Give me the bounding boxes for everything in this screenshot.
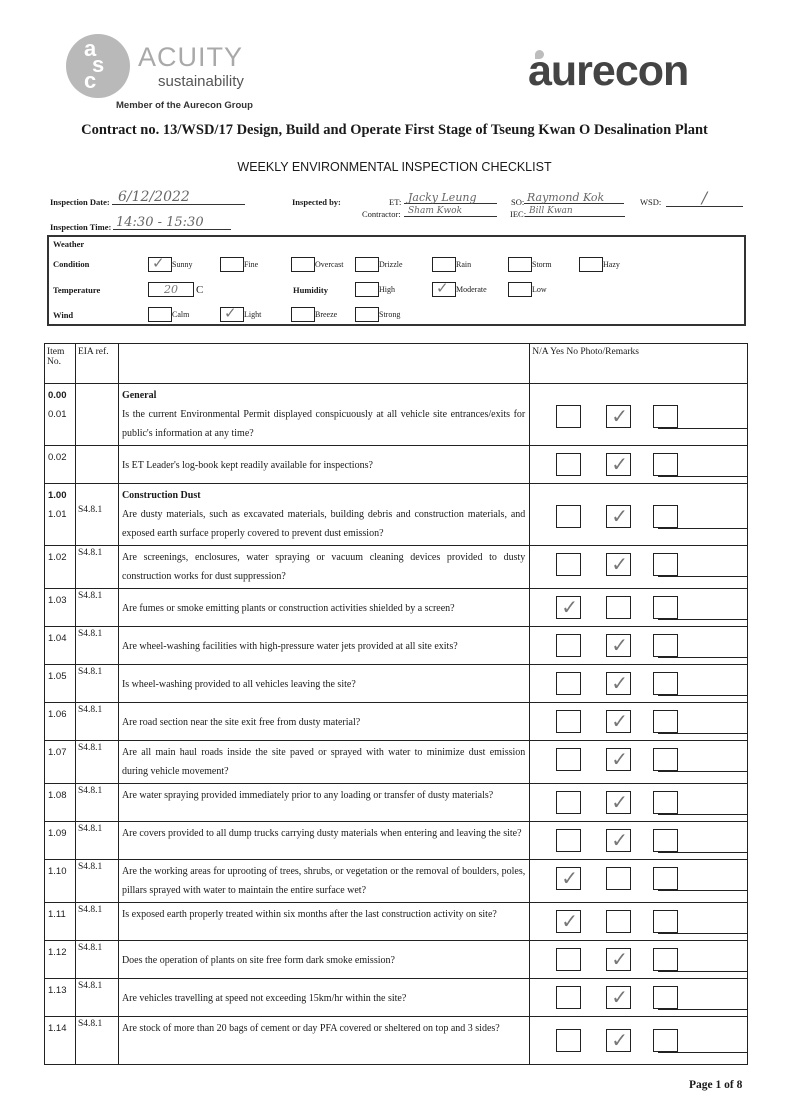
- question-cell: [118, 860, 529, 903]
- remarks-field[interactable]: [658, 695, 747, 696]
- logo-letter: c: [84, 68, 97, 93]
- checkbox-no[interactable]: [653, 634, 678, 657]
- question-text: Are screenings, enclosures, water spraying or vacuum cleaning devices provided to dusty construction works for dust suppression?: [121, 552, 526, 582]
- temperature-input[interactable]: 20: [148, 282, 194, 297]
- eia-ref-cell: S4.8.1: [75, 860, 118, 903]
- checkbox-no[interactable]: [653, 553, 678, 576]
- checkbox-yes[interactable]: [606, 829, 631, 852]
- check-icon: ✓: [611, 709, 629, 733]
- checkbox-na[interactable]: [556, 596, 581, 619]
- eia-ref-cell: S4.8.1: [75, 941, 118, 979]
- answer-cell: [530, 784, 748, 822]
- checkbox-yes[interactable]: [606, 596, 631, 619]
- contract-title: Contract no. 13/WSD/17 Design, Build and Operate First Stage of Tseung Kwan O Desalination Plant: [81, 122, 708, 138]
- table-row: [45, 822, 748, 860]
- temperature-field-group: [148, 282, 203, 297]
- checkbox-na[interactable]: [556, 829, 581, 852]
- condition-option-drizzle[interactable]: [355, 257, 403, 272]
- question-cell: [118, 589, 529, 627]
- condition-option-storm[interactable]: [508, 257, 552, 272]
- section-heading: Construction Dust: [121, 490, 201, 501]
- answer-cell: [530, 1017, 748, 1065]
- checkbox[interactable]: [579, 257, 603, 272]
- eia-ref-cell: S4.8.1: [75, 903, 118, 941]
- header-no: No: [566, 347, 578, 357]
- condition-option-rain[interactable]: [432, 257, 471, 272]
- checkbox-no[interactable]: [653, 986, 678, 1009]
- item-number-cell: [45, 941, 76, 979]
- checkbox-na[interactable]: [556, 948, 581, 971]
- question-text: Does the operation of plants on site free form dark smoke emission?: [121, 955, 395, 966]
- wind-option-strong[interactable]: [355, 307, 400, 322]
- checkbox[interactable]: [148, 254, 172, 272]
- remarks-field[interactable]: [658, 576, 747, 577]
- table-row: [45, 546, 748, 589]
- eia-ref-cell: S4.8.1: [75, 822, 118, 860]
- checkbox[interactable]: [220, 257, 244, 272]
- wind-label: Wind: [53, 310, 74, 320]
- header-eia-ref: EIA ref.: [75, 344, 118, 384]
- checkbox[interactable]: [148, 307, 172, 322]
- checkbox-yes[interactable]: [606, 553, 631, 576]
- item-number: 1.06: [48, 709, 67, 720]
- header-question: [118, 344, 529, 384]
- option-label: Strong: [379, 310, 401, 319]
- checkbox-na[interactable]: [556, 791, 581, 814]
- question-cell: [118, 822, 529, 860]
- question-text: Are all main haul roads inside the site paved or sprayed with water to minimize dust emission during vehicle movement?: [121, 747, 526, 777]
- eia-ref-cell: [75, 446, 118, 484]
- checkbox[interactable]: [508, 257, 532, 272]
- acuity-tagline: sustainability: [158, 73, 244, 90]
- humidity-option-high[interactable]: [355, 282, 395, 297]
- check-icon: ✓: [611, 404, 629, 428]
- humidity-option-low[interactable]: [508, 282, 547, 297]
- question-text: Are fumes or smoke emitting plants or construction activities shielded by a screen?: [121, 603, 455, 614]
- remarks-field[interactable]: [658, 933, 747, 934]
- temperature-label: Temperature: [53, 285, 101, 295]
- weather-section: [47, 235, 746, 326]
- remarks-field[interactable]: [658, 733, 747, 734]
- checkbox[interactable]: [220, 304, 244, 322]
- checkbox-yes[interactable]: [606, 1029, 631, 1052]
- item-number-cell: [45, 1017, 76, 1065]
- answer-cell: [530, 941, 748, 979]
- item-number: 1.01: [48, 509, 67, 520]
- checkbox-yes[interactable]: [606, 986, 631, 1009]
- answer-cell: [530, 627, 748, 665]
- item-number-cell: [45, 979, 76, 1017]
- table-row: [45, 446, 748, 484]
- checkbox-na[interactable]: [556, 910, 581, 933]
- question-cell: [118, 979, 529, 1017]
- item-number: 0.02: [48, 452, 67, 463]
- remarks-field[interactable]: [658, 771, 747, 772]
- eia-ref-cell: S4.8.1: [75, 589, 118, 627]
- question-cell: [118, 446, 529, 484]
- checkbox-yes[interactable]: [606, 910, 631, 933]
- checkbox[interactable]: [355, 282, 379, 297]
- question-text: Is the current Environmental Permit displayed conspicuously at all vehicle site entrances/exits for public's information at any time?: [121, 409, 526, 439]
- inspection-date-label: Inspection Date:: [50, 197, 110, 207]
- acuity-logo-mark: [66, 34, 130, 98]
- checkbox-no[interactable]: [653, 1029, 678, 1052]
- table-row: [45, 860, 748, 903]
- so-label: SO:: [511, 197, 525, 207]
- remarks-field[interactable]: [658, 971, 747, 972]
- inspection-time-label: Inspection Time:: [50, 222, 112, 232]
- option-label: Drizzle: [379, 260, 403, 269]
- answer-cell: [530, 903, 748, 941]
- check-icon: ✓: [611, 790, 629, 814]
- inspection-date-field[interactable]: 6/12/2022: [112, 190, 245, 205]
- check-icon: ✓: [611, 552, 629, 576]
- question-text: Are wheel-washing facilities with high-pressure water jets provided at all site exits?: [121, 641, 458, 652]
- table-row: [45, 903, 748, 941]
- logo-letter: s: [92, 52, 105, 77]
- checkbox-no[interactable]: [653, 829, 678, 852]
- table-row: [45, 941, 748, 979]
- checklist-table: [44, 343, 748, 1065]
- acuity-name: ACUITY: [138, 42, 244, 72]
- question-cell: [118, 384, 529, 446]
- checkbox-no[interactable]: [653, 948, 678, 971]
- item-number-cell: [45, 665, 76, 703]
- checkbox-na[interactable]: [556, 634, 581, 657]
- item-number: 1.09: [48, 828, 67, 839]
- question-cell: [118, 546, 529, 589]
- wsd-field[interactable]: /: [666, 190, 743, 207]
- table-row: [45, 384, 748, 446]
- answer-cell: [530, 589, 748, 627]
- remarks-field[interactable]: [658, 1052, 747, 1053]
- check-icon: ✓: [561, 595, 579, 619]
- checkbox-no[interactable]: [653, 596, 678, 619]
- table-row: [45, 703, 748, 741]
- checkbox[interactable]: [432, 279, 456, 297]
- item-number-cell: [45, 384, 76, 446]
- checkbox-no[interactable]: [653, 748, 678, 771]
- checkbox-yes[interactable]: [606, 748, 631, 771]
- wind-option-calm[interactable]: [148, 307, 189, 322]
- condition-label: Condition: [53, 259, 90, 269]
- question-text: Are covers provided to all dump trucks carrying dusty materials when entering and leaving the site?: [121, 828, 522, 839]
- checkbox-yes[interactable]: [606, 867, 631, 890]
- checkbox-yes[interactable]: [606, 634, 631, 657]
- answer-cell: [530, 665, 748, 703]
- table-row: [45, 589, 748, 627]
- item-number: 0.00: [48, 390, 67, 401]
- checkbox-no[interactable]: [653, 453, 678, 476]
- item-number: 1.04: [48, 633, 67, 644]
- eia-ref-cell: S4.8.1: [75, 484, 118, 546]
- option-label: Low: [532, 285, 547, 294]
- eia-ref-cell: S4.8.1: [75, 741, 118, 784]
- checkbox-yes[interactable]: [606, 505, 631, 528]
- eia-ref-cell: S4.8.1: [75, 627, 118, 665]
- eia-ref-cell: S4.8.1: [75, 1017, 118, 1065]
- checkbox[interactable]: [355, 307, 379, 322]
- eia-ref-cell: S4.8.1: [75, 703, 118, 741]
- question-cell: [118, 703, 529, 741]
- checkbox-no[interactable]: [653, 672, 678, 695]
- check-icon: ✓: [224, 304, 237, 322]
- table-row: [45, 741, 748, 784]
- answer-cell: [530, 822, 748, 860]
- item-number: 1.08: [48, 790, 67, 801]
- checkbox-na[interactable]: [556, 505, 581, 528]
- option-label: High: [379, 285, 395, 294]
- option-label: Rain: [456, 260, 472, 269]
- page-number: Page 1 of 8: [689, 1079, 743, 1091]
- remarks-field[interactable]: [658, 619, 747, 620]
- eia-ref-cell: S4.8.1: [75, 979, 118, 1017]
- item-number-cell: [45, 741, 76, 784]
- answer-cell: [530, 979, 748, 1017]
- check-icon: ✓: [611, 985, 629, 1009]
- question-text: Are road section near the site exit free from dusty material?: [121, 717, 361, 728]
- remarks-field[interactable]: [658, 890, 747, 891]
- logo-letter: a: [84, 36, 97, 61]
- table-row: [45, 979, 748, 1017]
- iec-label: IEC:: [510, 209, 527, 219]
- option-label: Storm: [532, 260, 552, 269]
- check-icon: ✓: [561, 866, 579, 890]
- item-number-cell: [45, 703, 76, 741]
- check-icon: ✓: [152, 254, 165, 272]
- checkbox-na[interactable]: [556, 453, 581, 476]
- item-number: 1.11: [48, 909, 66, 920]
- checkbox-no[interactable]: [653, 791, 678, 814]
- checkbox[interactable]: [291, 257, 315, 272]
- table-header-row: [45, 344, 748, 384]
- option-label: Calm: [172, 310, 190, 319]
- header-answers: [530, 344, 748, 384]
- condition-option-fine[interactable]: [220, 257, 258, 272]
- check-icon: ✓: [611, 504, 629, 528]
- acuity-logo: [64, 34, 264, 114]
- answer-cell: [530, 703, 748, 741]
- contractor-field[interactable]: Sham Kwok: [404, 207, 497, 217]
- remarks-field[interactable]: [658, 428, 747, 429]
- checkbox-no[interactable]: [653, 405, 678, 428]
- checkbox-no[interactable]: [653, 910, 678, 933]
- question-text: Is ET Leader's log-book kept readily available for inspections?: [121, 460, 373, 471]
- eia-ref-cell: [75, 384, 118, 446]
- remarks-field[interactable]: [658, 657, 747, 658]
- acuity-member-text: Member of the Aurecon Group: [116, 100, 253, 111]
- humidity-option-moderate[interactable]: [432, 279, 487, 297]
- question-text: Are stock of more than 20 bags of cement or day PFA covered or sheltered on top and 3 sides?: [121, 1023, 500, 1034]
- checkbox-yes[interactable]: [606, 672, 631, 695]
- option-label: Light: [244, 310, 262, 319]
- checkbox-na[interactable]: [556, 405, 581, 428]
- question-text: Is wheel-washing provided to all vehicles leaving the site?: [121, 679, 356, 690]
- item-number: 1.00: [48, 490, 67, 501]
- checkbox-na[interactable]: [556, 867, 581, 890]
- item-number: 1.03: [48, 595, 67, 606]
- check-icon: ✓: [611, 633, 629, 657]
- option-label: Breeze: [315, 310, 338, 319]
- remarks-field[interactable]: [658, 476, 747, 477]
- remarks-field[interactable]: [658, 1009, 747, 1010]
- question-cell: [118, 941, 529, 979]
- check-icon: ✓: [611, 452, 629, 476]
- option-label: Moderate: [456, 285, 487, 294]
- check-icon: ✓: [611, 1028, 629, 1052]
- humidity-label: Humidity: [293, 285, 328, 295]
- checklist-title: WEEKLY ENVIRONMENTAL INSPECTION CHECKLIST: [237, 160, 552, 174]
- iec-field[interactable]: Bill Kwan: [525, 207, 625, 217]
- eia-ref-cell: S4.8.1: [75, 784, 118, 822]
- check-icon: ✓: [561, 909, 579, 933]
- question-text: Are vehicles travelling at speed not exceeding 15km/hr within the site?: [121, 993, 407, 1004]
- header-remarks: Photo/Remarks: [580, 347, 639, 357]
- checkbox-na[interactable]: [556, 748, 581, 771]
- checkbox-yes[interactable]: [606, 710, 631, 733]
- question-text: Are the working areas for uprooting of trees, shrubs, or vegetation or the removal of boulders, poles, pillars sprayed with water to maintain the entire surface wet?: [121, 866, 526, 896]
- so-field[interactable]: Raymond Kok: [524, 192, 624, 204]
- checkbox-yes[interactable]: [606, 948, 631, 971]
- checkbox[interactable]: [291, 307, 315, 322]
- check-icon: ✓: [611, 828, 629, 852]
- weather-title: Weather: [53, 239, 85, 249]
- inspected-by-label: Inspected by:: [292, 197, 341, 207]
- check-icon: ✓: [611, 947, 629, 971]
- check-icon: ✓: [436, 279, 449, 297]
- item-number: 1.10: [48, 866, 67, 877]
- item-number: 1.14: [48, 1023, 67, 1034]
- question-cell: [118, 1017, 529, 1065]
- eia-ref-cell: S4.8.1: [75, 546, 118, 589]
- item-number-cell: [45, 627, 76, 665]
- question-text: Are water spraying provided immediately prior to any loading or transfer of dusty materials?: [121, 790, 494, 801]
- answer-cell: [530, 484, 748, 546]
- condition-option-sunny[interactable]: [148, 254, 193, 272]
- header-item-no: Item No.: [45, 344, 76, 384]
- checkbox-yes[interactable]: [606, 453, 631, 476]
- inspection-time-field[interactable]: 14:30 - 15:30: [113, 216, 231, 230]
- item-number-cell: [45, 546, 76, 589]
- table-row: [45, 627, 748, 665]
- table-row: [45, 1017, 748, 1065]
- checkbox-na[interactable]: [556, 672, 581, 695]
- item-number: 0.01: [48, 409, 67, 420]
- item-number-cell: [45, 860, 76, 903]
- temperature-unit: C: [196, 283, 204, 296]
- aurecon-logo: aurecon: [528, 47, 689, 95]
- item-number: 1.02: [48, 552, 67, 563]
- remarks-field[interactable]: [658, 814, 747, 815]
- item-number: 1.07: [48, 747, 67, 758]
- checkbox[interactable]: [432, 257, 456, 272]
- option-label: Hazy: [603, 260, 620, 269]
- question-cell: [118, 903, 529, 941]
- item-number-cell: [45, 446, 76, 484]
- contractor-label: Contractor:: [362, 209, 401, 219]
- header-na: N/A: [532, 347, 549, 357]
- checkbox-na[interactable]: [556, 1029, 581, 1052]
- et-label: ET:: [389, 197, 402, 207]
- item-number-cell: [45, 589, 76, 627]
- answer-cell: [530, 860, 748, 903]
- item-number: 1.13: [48, 985, 67, 996]
- question-cell: [118, 784, 529, 822]
- question-text: Are dusty materials, such as excavated materials, building debris and construction materials, and exposed earth surface properly covered to prevent dust emission?: [121, 509, 526, 539]
- checkbox-no[interactable]: [653, 867, 678, 890]
- question-cell: [118, 665, 529, 703]
- option-label: Overcast: [315, 260, 344, 269]
- checkbox-na[interactable]: [556, 553, 581, 576]
- checkbox-na[interactable]: [556, 710, 581, 733]
- checkbox[interactable]: [355, 257, 379, 272]
- checkbox-yes[interactable]: [606, 791, 631, 814]
- et-field[interactable]: Jacky Leung: [404, 192, 497, 204]
- checkbox-yes[interactable]: [606, 405, 631, 428]
- checkbox-no[interactable]: [653, 505, 678, 528]
- condition-option-hazy[interactable]: [579, 257, 620, 272]
- item-number: 1.05: [48, 671, 67, 682]
- answer-cell: [530, 446, 748, 484]
- answer-cell: [530, 546, 748, 589]
- question-cell: [118, 627, 529, 665]
- item-number-cell: [45, 822, 76, 860]
- question-cell: [118, 484, 529, 546]
- checkbox[interactable]: [508, 282, 532, 297]
- checkbox-na[interactable]: [556, 986, 581, 1009]
- item-number-cell: [45, 484, 76, 546]
- checkbox-no[interactable]: [653, 710, 678, 733]
- table-row: [45, 784, 748, 822]
- item-number-cell: [45, 903, 76, 941]
- condition-option-overcast[interactable]: [291, 257, 343, 272]
- eia-ref-cell: S4.8.1: [75, 665, 118, 703]
- wind-option-breeze[interactable]: [291, 307, 337, 322]
- wind-option-light[interactable]: [220, 304, 262, 322]
- item-number: 1.12: [48, 947, 67, 958]
- option-label: Fine: [244, 260, 259, 269]
- item-number-cell: [45, 784, 76, 822]
- option-label: Sunny: [172, 260, 193, 269]
- question-text: Is exposed earth properly treated within six months after the last construction activity on site?: [121, 909, 497, 920]
- answer-cell: [530, 384, 748, 446]
- section-heading: General: [121, 390, 157, 401]
- check-icon: ✓: [611, 747, 629, 771]
- check-icon: ✓: [611, 671, 629, 695]
- remarks-field[interactable]: [658, 852, 747, 853]
- question-cell: [118, 741, 529, 784]
- wsd-label: WSD:: [640, 197, 662, 207]
- table-row: [45, 484, 748, 546]
- table-row: [45, 665, 748, 703]
- header-yes: Yes: [550, 347, 564, 357]
- remarks-field[interactable]: [658, 528, 747, 529]
- answer-cell: [530, 741, 748, 784]
